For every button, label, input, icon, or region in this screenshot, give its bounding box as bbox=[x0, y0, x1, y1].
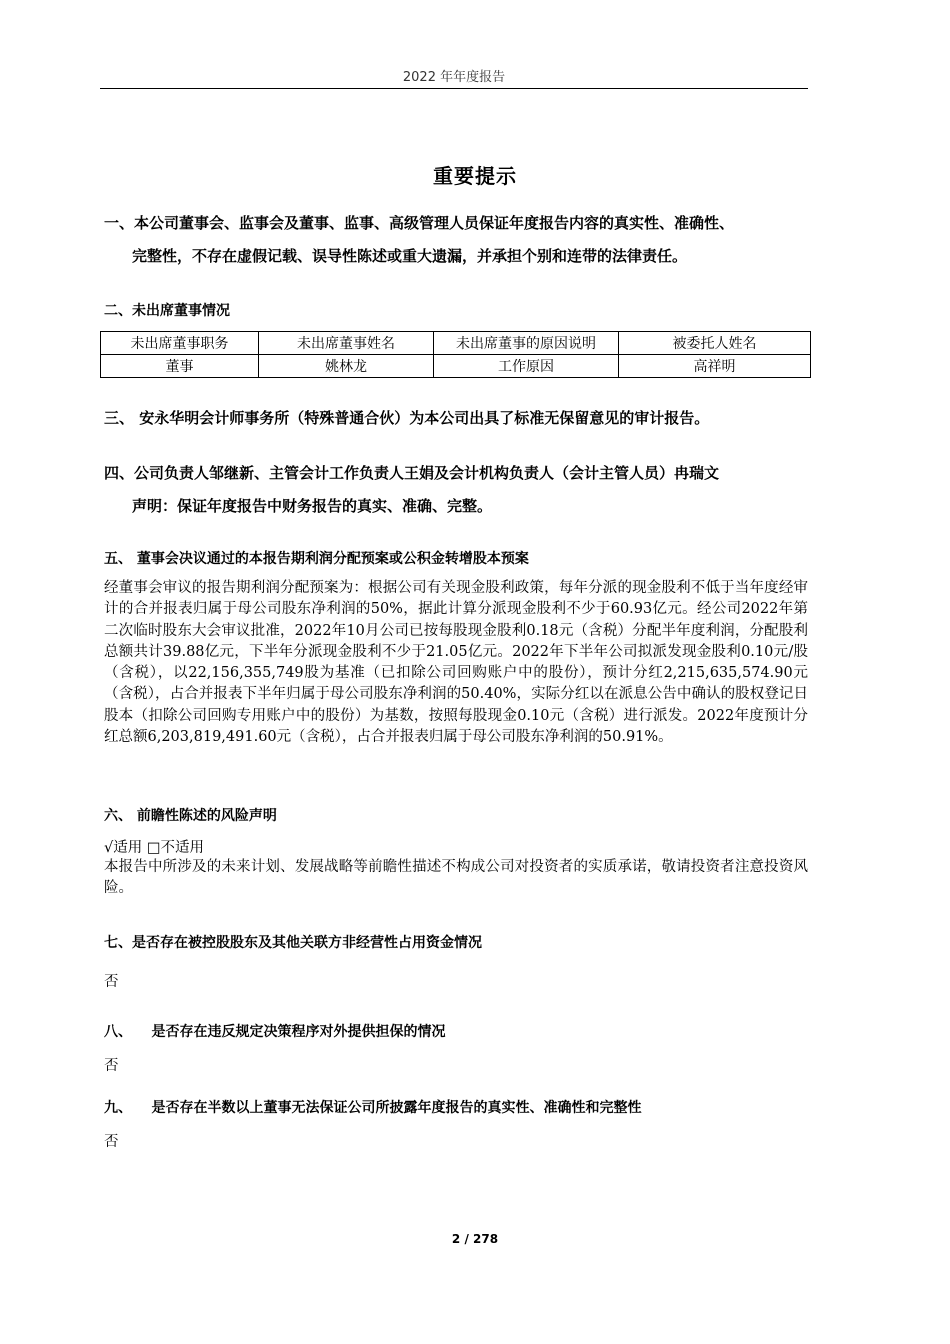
applicability-options: √适用 □不适用 bbox=[104, 840, 205, 856]
section1-line2: 完整性，不存在虚假记载、误导性陈述或重大遗漏，并承担个别和连带的法律责任。 bbox=[132, 247, 688, 265]
section2-heading: 二、未出席董事情况 bbox=[104, 303, 230, 319]
table-cell: 董事 bbox=[101, 355, 259, 378]
column-header: 被委托人姓名 bbox=[619, 332, 811, 355]
section7-answer: 否 bbox=[104, 974, 119, 990]
table-header-row bbox=[101, 332, 811, 355]
section7-heading: 七、是否存在被控股股东及其他关联方非经营性占用资金情况 bbox=[104, 935, 482, 951]
section4-line1: 四、公司负责人邹继新、主管会计工作负责人王娟及会计机构负责人（会计主管人员）冉瑞文 bbox=[104, 464, 720, 482]
section8-heading: 八、 是否存在违反规定决策程序对外提供担保的情况 bbox=[104, 1024, 446, 1040]
section5-body: 经董事会审议的报告期利润分配预案为：根据公司有关现金股利政策，每年分派的现金股利不低于当年度经审计的合并报表归属于母公司股东净利润的50%，据此计算分派现金股利不少于60.93亿元。经公司2022年第二次临时股东大会审议批准，2022年10月公司已按每股现金股利0.18元（含税）分配半年度利润，分配股利总额共计39.88亿元，下半年分派现金股利不少于21.05亿元。2022年下半年公司拟派发现金股利0.10元/股（含税），以22,156,355,749股为基准（已扣除公司回购账户中的股份），预计分红2,215,635,574.90元（含税），占合并报表下半年归属于母公司股东净利润的50.40%，实际分红以在派息公告中确认的股权登记日股本（扣除公司回购专用账户中的股份）为基数，按照每股现金0.10元（含税）进行派发。2022年度预计分红总额6,203,819,491.60元（含税），占合并报表归属于母公司股东净利润的50.91%。 bbox=[104, 580, 808, 746]
column-header: 未出席董事姓名 bbox=[259, 332, 434, 355]
absent-directors-table bbox=[100, 331, 811, 378]
table-cell: 高祥明 bbox=[619, 355, 811, 378]
header-divider bbox=[100, 88, 808, 89]
page-number: 2 / 278 bbox=[451, 1232, 499, 1246]
section9-heading: 九、 是否存在半数以上董事无法保证公司所披露年度报告的真实性、准确性和完整性 bbox=[104, 1100, 642, 1116]
column-header: 未出席董事职务 bbox=[101, 332, 259, 355]
section8-answer: 否 bbox=[104, 1058, 119, 1074]
section1-line1: 一、本公司董事会、监事会及董事、监事、高级管理人员保证年度报告内容的真实性、准确性、 bbox=[104, 214, 735, 232]
section4-line2: 声明：保证年度报告中财务报告的真实、准确、完整。 bbox=[132, 497, 493, 515]
section5-heading: 五、 董事会决议通过的本报告期利润分配预案或公积金转增股本预案 bbox=[104, 551, 529, 567]
table-row bbox=[101, 355, 811, 378]
table-cell: 姚林龙 bbox=[259, 355, 434, 378]
page-header: 2022 年年度报告 bbox=[402, 70, 506, 85]
column-header: 未出席董事的原因说明 bbox=[434, 332, 619, 355]
page-title: 重要提示 bbox=[433, 164, 517, 188]
section3-text: 三、 安永华明会计师事务所（特殊普通合伙）为本公司出具了标准无保留意见的审计报告。 bbox=[104, 409, 710, 427]
section6-heading: 六、 前瞻性陈述的风险声明 bbox=[104, 808, 277, 824]
section6-body: 本报告中所涉及的未来计划、发展战略等前瞻性描述不构成公司对投资者的实质承诺，敬请投资者注意投资风险。 bbox=[104, 859, 808, 897]
table-cell: 工作原因 bbox=[434, 355, 619, 378]
section9-answer: 否 bbox=[104, 1134, 119, 1150]
